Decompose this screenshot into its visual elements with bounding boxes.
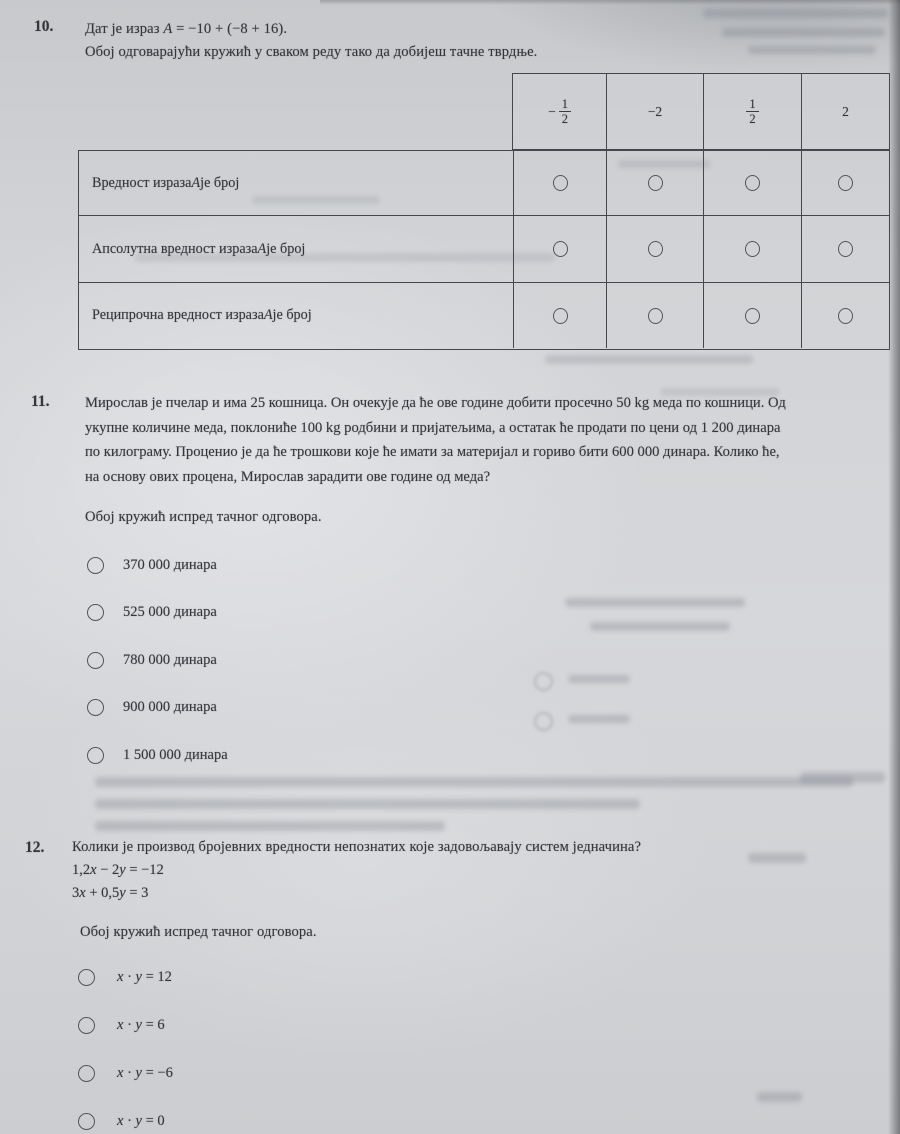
option-row xyxy=(87,604,217,621)
question-12-instruction: Обој кружић испред тачног одговора. xyxy=(80,924,317,940)
bleed-through-artifact xyxy=(545,355,753,364)
eq-part: 1,2 xyxy=(72,862,91,878)
option-row xyxy=(78,969,172,986)
scan-top-shadow xyxy=(320,0,900,5)
option-row xyxy=(78,1065,173,1082)
fraction-numerator: 1 xyxy=(559,97,571,112)
answer-circle[interactable] xyxy=(838,175,853,191)
option-circle[interactable] xyxy=(87,557,104,574)
question-10-intro-var: A xyxy=(163,21,173,37)
eq-part: + 0,5 xyxy=(85,885,120,901)
table-cell xyxy=(606,216,703,282)
bleed-through-artifact xyxy=(95,799,640,809)
bleed-through-artifact xyxy=(568,675,630,683)
question-11-instruction: Обој кружић испред тачног одговора. xyxy=(85,509,322,525)
bleed-through-artifact xyxy=(95,777,853,787)
option-value: = 6 xyxy=(141,1017,165,1033)
var-y: y xyxy=(119,862,126,878)
option-value: = 12 xyxy=(141,969,172,985)
answer-circle[interactable] xyxy=(838,241,853,257)
row-label-pre: Апсолутна вредност израза xyxy=(92,240,258,257)
table-header-cell-neg-half xyxy=(513,74,606,149)
dot-operator: · xyxy=(123,1065,136,1081)
option-row xyxy=(87,747,228,764)
bleed-through-artifact xyxy=(565,598,745,607)
var-x: x xyxy=(117,1017,124,1033)
bleed-through-artifact xyxy=(757,1092,802,1102)
table-header-cell-two: 2 xyxy=(801,74,889,149)
question-11-text xyxy=(85,391,786,489)
question-11-line: Мирослав је пчелар и има 25 кошница. Он очекује да ће ове године добити просечно 50 kg меда по кошници. Од xyxy=(85,395,786,411)
table-row-label xyxy=(79,151,513,215)
option-label: 370 000 динара xyxy=(123,557,217,573)
matching-table xyxy=(78,150,890,350)
table-cell xyxy=(703,151,801,215)
table-cell xyxy=(606,151,703,215)
option-label: 1 500 000 динара xyxy=(123,747,228,763)
option-circle[interactable] xyxy=(87,604,104,621)
table-cell xyxy=(513,283,606,348)
equation-2 xyxy=(72,885,148,902)
dot-operator: · xyxy=(123,969,136,985)
var-y: y xyxy=(119,885,126,901)
fraction-numerator: 1 xyxy=(746,97,758,112)
answer-circle[interactable] xyxy=(648,175,663,191)
var-y: y xyxy=(135,969,142,985)
page-edge-shadow xyxy=(888,0,900,1134)
question-10-intro-pre: Дат је израз xyxy=(85,21,164,37)
fraction-denominator: 2 xyxy=(561,112,568,126)
table-cell xyxy=(801,151,888,215)
bleed-through-artifact xyxy=(748,853,806,863)
table-cell xyxy=(513,151,606,215)
question-11-line: укупне количине меда, поклониће 100 kg родбини и пријатељима, а остатак ће продати по цени од 1 200 динара xyxy=(85,419,781,436)
bleed-through-artifact xyxy=(95,821,445,831)
table-header-cell-half xyxy=(703,74,801,149)
bleed-through-artifact xyxy=(568,715,630,723)
bleed-through-artifact xyxy=(800,772,885,783)
answer-circle[interactable] xyxy=(553,175,568,191)
option-circle[interactable] xyxy=(87,652,104,669)
var-x: x xyxy=(79,885,86,901)
dot-operator: · xyxy=(123,1017,136,1033)
answer-circle[interactable] xyxy=(745,308,760,324)
option-circle[interactable] xyxy=(78,1113,95,1130)
row-label-pre: Вредност израза xyxy=(92,174,192,191)
row-label-pre: Реципрочна вредност израза xyxy=(92,307,264,323)
row-label-var: A xyxy=(263,307,273,323)
bleed-through-artifact xyxy=(722,28,885,37)
bleed-through-artifact xyxy=(590,622,730,631)
table-cell xyxy=(703,216,801,282)
question-10-number: 10. xyxy=(34,18,54,35)
table-row xyxy=(79,282,889,348)
bleed-through-artifact xyxy=(748,46,876,54)
answer-circle[interactable] xyxy=(648,308,663,324)
var-x: x xyxy=(117,969,124,985)
question-10-intro-expr: = −10 + (−8 + 16). xyxy=(172,21,288,37)
table-row-label xyxy=(79,283,513,348)
eq-part: = 3 xyxy=(125,885,149,901)
option-value: = 0 xyxy=(141,1113,165,1129)
option-circle[interactable] xyxy=(87,699,104,716)
row-label-post: је број xyxy=(272,307,312,323)
answer-circle[interactable] xyxy=(838,308,853,324)
answer-circle[interactable] xyxy=(553,241,568,257)
option-label: 900 000 динара xyxy=(123,699,217,715)
table-cell xyxy=(606,283,703,348)
option-circle[interactable] xyxy=(78,1065,95,1082)
option-circle[interactable] xyxy=(78,1017,95,1034)
option-row xyxy=(78,1113,165,1130)
question-11-number: 11. xyxy=(31,393,50,410)
row-label-var: A xyxy=(257,240,267,257)
bleed-through-artifact xyxy=(534,712,553,731)
option-label: 525 000 динара xyxy=(123,604,217,620)
fraction-sign: − xyxy=(548,103,556,119)
option-label xyxy=(117,1065,173,1082)
question-10-intro xyxy=(85,21,287,38)
var-y: y xyxy=(135,1065,142,1081)
option-label: 780 000 динара xyxy=(123,652,217,668)
eq-part: = −12 xyxy=(125,862,164,878)
var-x: x xyxy=(117,1113,124,1129)
var-y: y xyxy=(135,1017,142,1033)
option-label xyxy=(117,1113,165,1130)
answer-circle[interactable] xyxy=(745,175,760,191)
question-10-instruction: Обој одговарајући кружић у сваком реду тако да добијеш тачне тврдње. xyxy=(85,44,538,60)
question-12-number: 12. xyxy=(25,839,45,856)
option-value: = −6 xyxy=(141,1065,173,1081)
option-label xyxy=(117,969,172,986)
option-row xyxy=(87,699,217,716)
table-row xyxy=(79,215,889,282)
question-11-line: на основу ових процена, Мирослав зарадити ове године од меда? xyxy=(85,468,491,485)
bleed-through-artifact xyxy=(534,672,553,691)
table-header-cell-neg-two: −2 xyxy=(606,74,703,149)
var-x: x xyxy=(117,1065,124,1081)
option-circle[interactable] xyxy=(87,747,104,764)
option-label xyxy=(117,1017,165,1034)
var-x: x xyxy=(90,862,97,878)
row-label-var: A xyxy=(191,174,201,191)
fraction-denominator: 2 xyxy=(749,112,756,126)
table-row-label xyxy=(79,216,513,282)
bleed-through-artifact xyxy=(703,9,888,18)
answer-circle[interactable] xyxy=(648,241,663,257)
option-row xyxy=(87,557,217,574)
answer-circle[interactable] xyxy=(745,241,760,257)
table-cell xyxy=(703,283,801,348)
dot-operator: · xyxy=(123,1113,136,1129)
table-row xyxy=(79,151,889,215)
table-cell xyxy=(801,283,888,348)
eq-part: − 2 xyxy=(96,862,120,878)
option-row xyxy=(78,1017,165,1034)
question-11-line: по килограму. Проценио је да ће трошкови које ће имати за материјал и гориво бити 600 000 динара. Колико ће, xyxy=(85,444,780,461)
equation-1 xyxy=(72,862,164,879)
var-y: y xyxy=(135,1113,142,1129)
option-row xyxy=(87,652,217,669)
row-label-post: је број xyxy=(200,174,240,191)
table-cell xyxy=(801,216,888,282)
answer-circle[interactable] xyxy=(553,308,568,324)
eq-part: 3 xyxy=(72,885,80,901)
option-circle[interactable] xyxy=(78,969,95,986)
table-cell xyxy=(513,216,606,282)
question-12-text: Колики је производ бројевних вредности непознатих које задовољавају систем једначина? xyxy=(72,839,642,855)
matching-table-header xyxy=(512,73,890,150)
row-label-post: је број xyxy=(266,240,306,257)
